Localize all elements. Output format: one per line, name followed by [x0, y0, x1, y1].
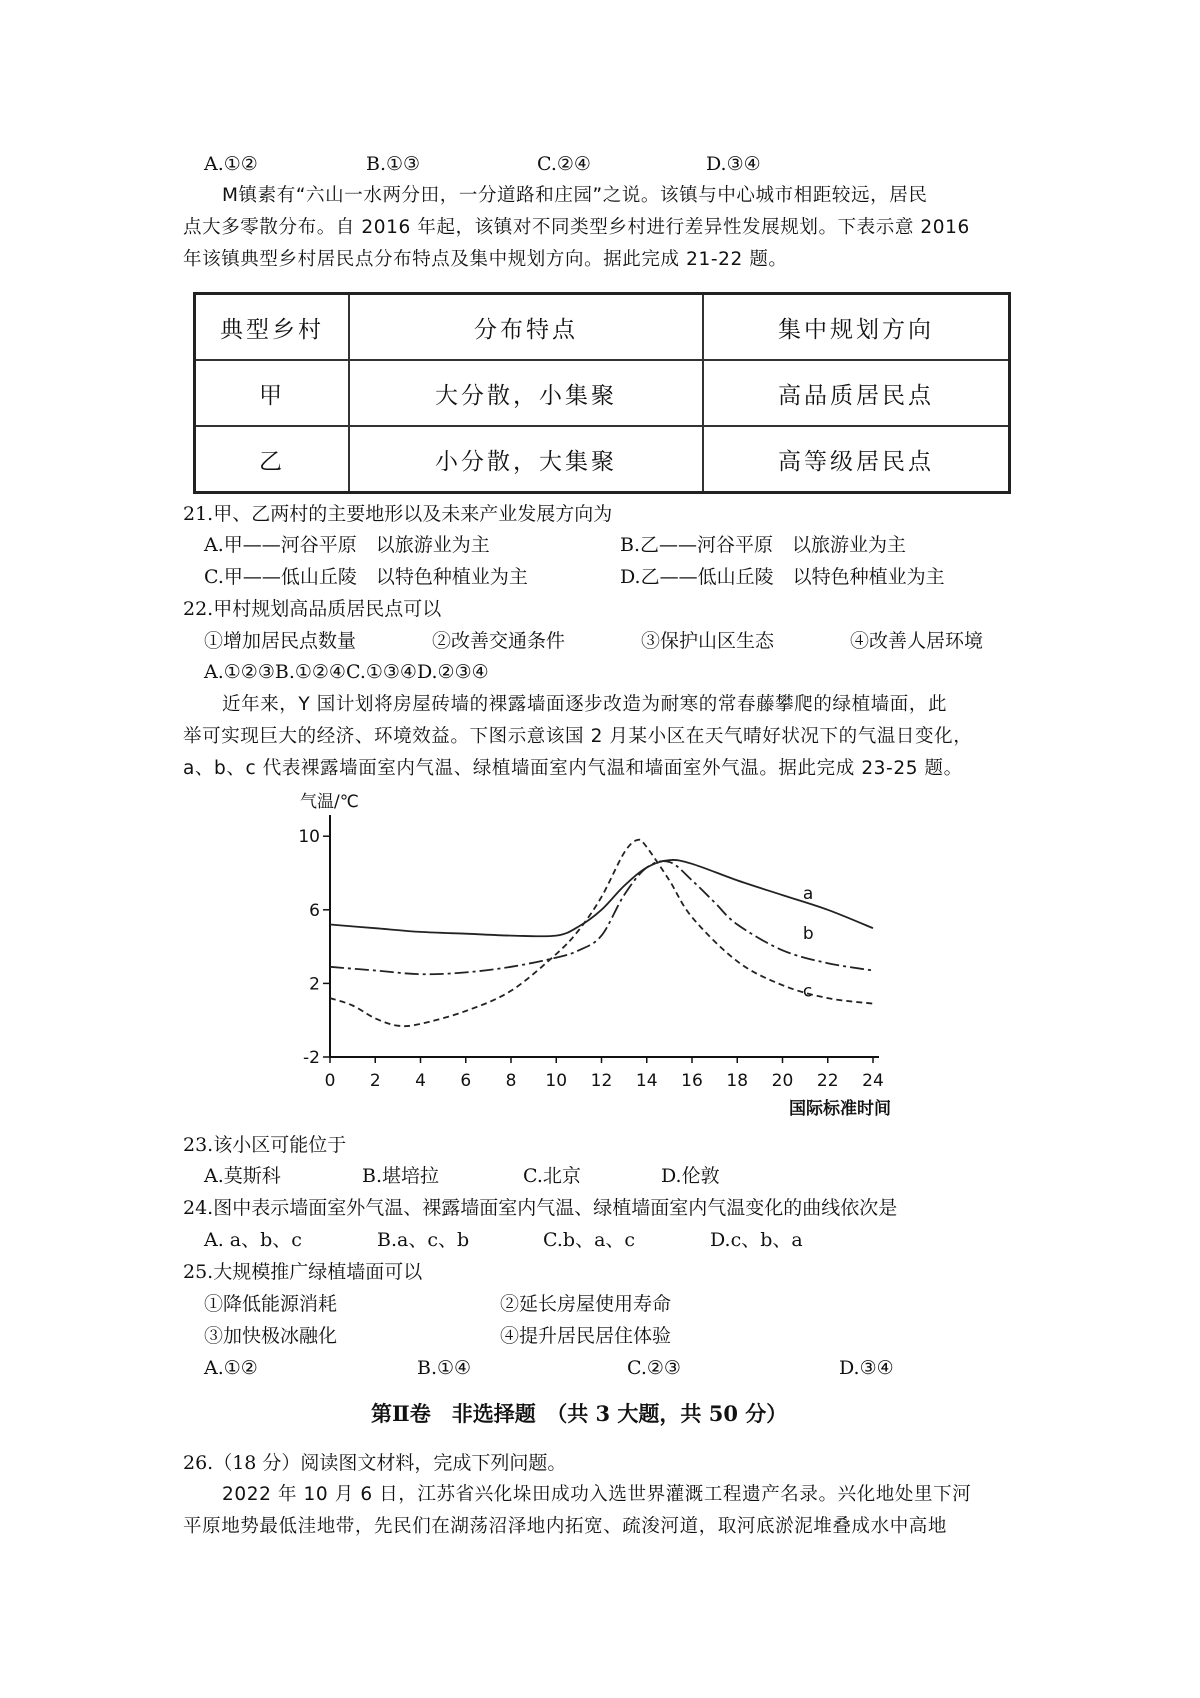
series-label-c: c: [802, 981, 813, 1002]
q24-option-c: C.b、a、c: [543, 1229, 636, 1251]
q22-statement-2: ②改善交通条件: [432, 630, 566, 652]
table-cell: 大分散，小集聚: [349, 360, 703, 426]
q25-option-a: A.①②: [204, 1357, 258, 1379]
intro-m-line3: 年该镇典型乡村居民点分布特点及集中规划方向。据此完成 21-22 题。: [183, 249, 788, 270]
table-row: [195, 360, 1010, 426]
table-header-row: [195, 294, 1010, 361]
q23-option-c: C.北京: [523, 1165, 581, 1187]
prev-option-c: C.②④: [537, 153, 591, 175]
x-tick-label: 6: [460, 1071, 472, 1091]
intro-y-line1: 近年来，Y 国计划将房屋砖墙的裸露墙面逐步改造为耐寒的常春藤攀爬的绿植墙面，此: [222, 694, 948, 715]
series-label-b: b: [802, 924, 814, 945]
x-tick-label: 14: [635, 1071, 658, 1091]
q23-option-a: A.莫斯科: [204, 1165, 281, 1187]
table-row: [195, 426, 1010, 493]
q24-option-a: A. a、b、c: [204, 1229, 302, 1251]
table-cell: 甲: [195, 360, 350, 426]
x-axis-label: 国际标准时间: [789, 1099, 891, 1119]
q25-statement-4: ④提升居民居住体验: [500, 1325, 672, 1347]
y-tick-label: 2: [309, 974, 320, 995]
q25-statement-1: ①降低能源消耗: [204, 1293, 338, 1315]
q25-option-c: C.②③: [627, 1357, 681, 1379]
q21-stem: 21.甲、乙两村的主要地形以及未来产业发展方向为: [183, 503, 613, 525]
table-header-cell: 集中规划方向: [703, 294, 1010, 361]
x-tick-label: 20: [771, 1071, 794, 1091]
q24-option-d: D.c、b、a: [710, 1229, 803, 1251]
q22-statement-3: ③保护山区生态: [641, 630, 775, 652]
q22-stem: 22.甲村规划高品质居民点可以: [183, 598, 442, 620]
y-tick-label: 6: [309, 900, 320, 921]
intro-m-line1: M镇素有“六山一水两分田，一分道路和庄园”之说。该镇与中心城市相距较远，居民: [222, 185, 928, 206]
intro-m-line2: 点大多零散分布。自 2016 年起，该镇对不同类型乡村进行差异性发展规划。下表示意 2016: [183, 217, 970, 238]
q25-stem: 25.大规模推广绿植墙面可以: [183, 1261, 423, 1283]
q23-option-d: D.伦敦: [661, 1165, 720, 1187]
series-line-b: [330, 861, 873, 974]
table-cell: 小分散，大集聚: [349, 426, 703, 493]
series-line-c: [330, 840, 873, 1027]
x-tick-label: 12: [590, 1071, 613, 1091]
section-2-title: 第Ⅱ卷 非选择题 （共 3 大题，共 50 分）: [371, 1401, 788, 1426]
q22-options: A.①②③B.①②④C.①③④D.②③④: [204, 661, 489, 683]
table-header-cell: 分布特点: [349, 294, 703, 361]
q21-option-c: C.甲——低山丘陵 以特色种植业为主: [204, 566, 528, 588]
q26-line2: 平原地势最低洼地带，先民们在湖荡沼泽地内拓宽、疏浚河道，取河底淤泥堆叠成水中高地: [183, 1516, 948, 1537]
prev-option-d: D.③④: [706, 153, 761, 175]
x-tick-label: 0: [324, 1071, 336, 1091]
q23-option-b: B.堪培拉: [362, 1165, 440, 1187]
table-cell: 高品质居民点: [703, 360, 1010, 426]
q25-option-b: B.①④: [417, 1357, 472, 1379]
table-header-cell: 典型乡村: [195, 294, 350, 361]
intro-y-line3: a、b、c 代表裸露墙面室内气温、绿植墙面室内气温和墙面室外气温。据此完成 23-25 题。: [183, 758, 963, 779]
x-tick-label: 10: [545, 1071, 568, 1091]
x-tick-label: 4: [415, 1071, 426, 1091]
q22-statement-4: ④改善人居环境: [850, 630, 984, 652]
prev-option-a: A.①②: [204, 153, 258, 175]
q23-stem: 23.该小区可能位于: [183, 1134, 347, 1156]
y-tick-label: -2: [303, 1048, 320, 1068]
intro-y-line2: 举可实现巨大的经济、环境效益。下图示意该国 2 月某小区在天气晴好状况下的气温日变化，: [183, 726, 973, 747]
q26-line1: 2022 年 10 月 6 日，江苏省兴化垛田成功入选世界灌溉工程遗产名录。兴化地处里下河: [222, 1484, 972, 1505]
table-cell: 乙: [195, 426, 350, 493]
q24-stem: 24.图中表示墙面室外气温、裸露墙面室内气温、绿植墙面室内气温变化的曲线依次是: [183, 1197, 898, 1219]
q25-statement-3: ③加快极冰融化: [204, 1325, 338, 1347]
q25-option-d: D.③④: [839, 1357, 894, 1379]
q21-option-b: B.乙——河谷平原 以旅游业为主: [620, 534, 907, 556]
village-table: [193, 292, 1011, 494]
x-tick-label: 22: [816, 1071, 839, 1091]
y-tick-label: 10: [298, 827, 320, 848]
series-label-a: a: [802, 883, 814, 904]
x-tick-label: 2: [369, 1071, 381, 1091]
prev-option-b: B.①③: [366, 153, 421, 175]
q24-option-b: B.a、c、b: [377, 1229, 470, 1251]
temperature-chart: [280, 788, 920, 1128]
x-tick-label: 24: [862, 1071, 884, 1091]
x-tick-label: 8: [505, 1071, 517, 1091]
q25-statement-2: ②延长房屋使用寿命: [500, 1293, 672, 1315]
x-tick-label: 18: [726, 1071, 749, 1091]
q26-stem: 26.（18 分）阅读图文材料，完成下列问题。: [183, 1452, 567, 1474]
q21-option-a: A.甲——河谷平原 以旅游业为主: [204, 534, 490, 556]
q22-statement-1: ①增加居民点数量: [204, 630, 357, 652]
x-tick-label: 16: [681, 1071, 703, 1091]
y-axis-label: 气温/℃: [300, 792, 359, 812]
q21-option-d: D.乙——低山丘陵 以特色种植业为主: [620, 566, 945, 588]
table-cell: 高等级居民点: [703, 426, 1010, 493]
